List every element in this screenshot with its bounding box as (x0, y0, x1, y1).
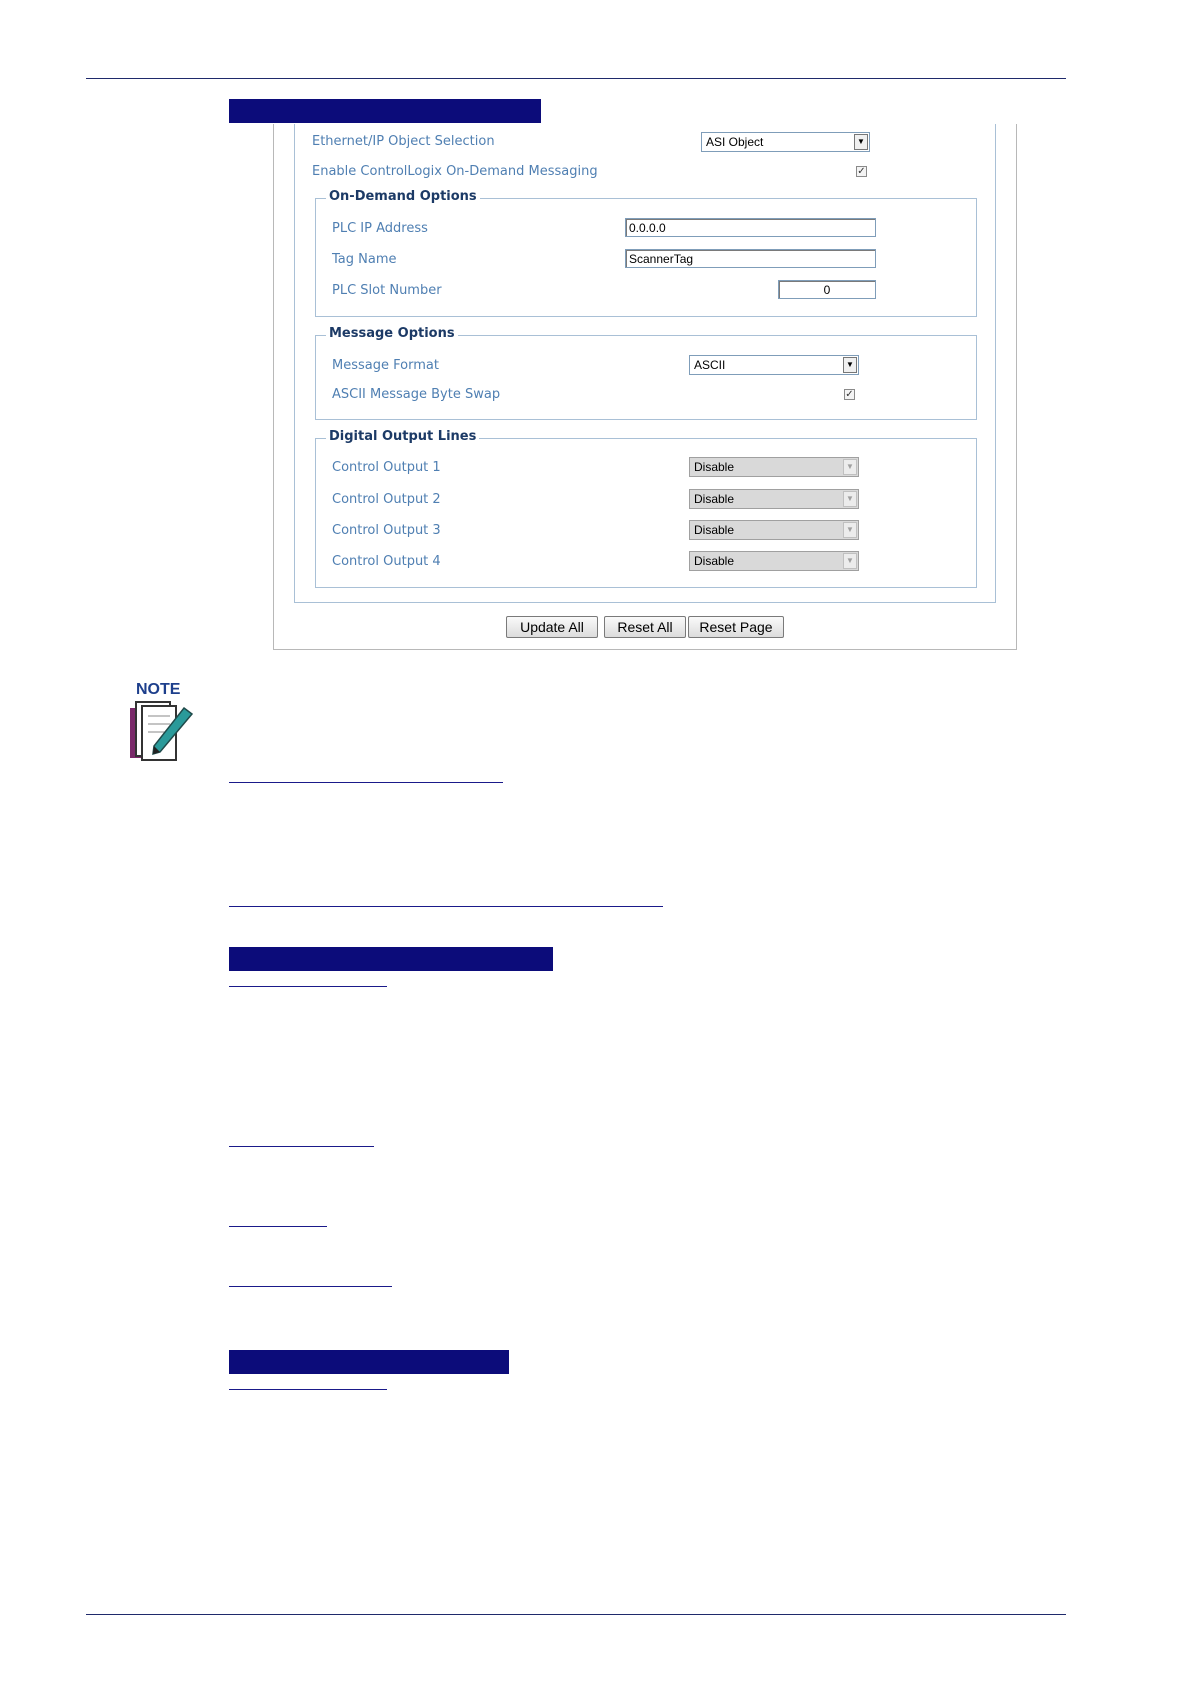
control-output-2-value: Disable (694, 492, 735, 506)
control-output-4-label: Control Output 4 (332, 554, 441, 569)
note-pencil-icon (126, 680, 198, 765)
byte-swap-checkbox[interactable]: ✓ (845, 389, 854, 400)
control-output-3-label: Control Output 3 (332, 523, 441, 538)
control-output-2-label: Control Output 2 (332, 492, 441, 507)
control-output-3-value: Disable (694, 523, 735, 537)
plc-slot-input[interactable]: 0 (778, 280, 876, 299)
message-options-legend: Message Options (326, 326, 458, 341)
object-selection-dropdown[interactable] (701, 132, 870, 152)
chevron-down-icon: ▼ (843, 459, 857, 475)
control-output-1-label: Control Output 1 (332, 460, 441, 475)
link-underline-7 (229, 1389, 387, 1390)
tag-name-label: Tag Name (332, 252, 397, 267)
link-underline-3 (229, 986, 387, 987)
ethernet-ip-settings-panel (273, 124, 1017, 650)
chevron-down-icon: ▼ (843, 357, 857, 373)
ondemand-options-group (315, 189, 977, 317)
section-heading-bar-3 (229, 1350, 509, 1374)
reset-page-button[interactable]: Reset Page (688, 616, 784, 638)
chevron-down-icon: ▼ (843, 491, 857, 507)
section-heading-bar-1 (229, 99, 541, 123)
chevron-down-icon: ▼ (843, 522, 857, 538)
control-output-4-value: Disable (694, 554, 735, 568)
link-underline-1 (229, 782, 503, 783)
control-output-1-dropdown[interactable] (689, 457, 859, 477)
update-all-button[interactable]: Update All (506, 616, 598, 638)
message-options-group (315, 326, 977, 420)
tag-name-input[interactable]: ScannerTag (625, 249, 876, 268)
note-label: NOTE (136, 681, 181, 698)
chevron-down-icon: ▼ (843, 553, 857, 569)
plc-slot-label: PLC Slot Number (332, 283, 442, 298)
digital-output-legend: Digital Output Lines (326, 429, 479, 444)
message-format-dropdown[interactable] (689, 355, 859, 375)
section-heading-bar-2 (229, 947, 553, 971)
ondemand-messaging-checkbox[interactable]: ✓ (857, 166, 866, 177)
digital-output-group (315, 429, 977, 588)
object-selection-value: ASI Object (706, 135, 764, 149)
link-underline-6 (229, 1286, 392, 1287)
control-output-2-dropdown[interactable] (689, 489, 859, 509)
control-output-4-dropdown[interactable] (689, 551, 859, 571)
ondemand-messaging-label: Enable ControlLogix On-Demand Messaging (312, 164, 598, 179)
link-underline-5 (229, 1226, 327, 1227)
message-format-value: ASCII (694, 358, 726, 372)
ondemand-options-legend: On-Demand Options (326, 189, 480, 204)
byte-swap-label: ASCII Message Byte Swap (332, 387, 501, 402)
link-underline-2 (229, 906, 663, 907)
control-output-1-value: Disable (694, 460, 735, 474)
chevron-down-icon: ▼ (854, 134, 868, 150)
message-format-label: Message Format (332, 358, 439, 373)
link-underline-4 (229, 1146, 374, 1147)
footer-rule (86, 1614, 1066, 1615)
header-rule (86, 78, 1066, 79)
settings-inner-frame (294, 124, 996, 603)
plc-ip-input[interactable]: 0.0.0.0 (625, 218, 876, 237)
object-selection-label: Ethernet/IP Object Selection (312, 134, 495, 149)
reset-all-button[interactable]: Reset All (604, 616, 686, 638)
plc-ip-label: PLC IP Address (332, 221, 428, 236)
control-output-3-dropdown[interactable] (689, 520, 859, 540)
